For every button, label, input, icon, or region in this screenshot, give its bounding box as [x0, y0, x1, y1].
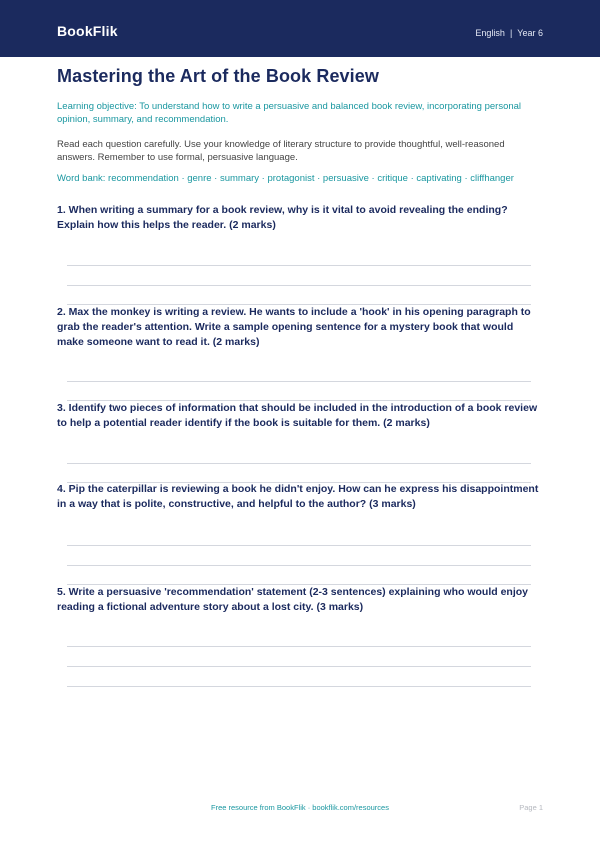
answer-line[interactable] — [67, 381, 531, 382]
question-4: 4. Pip the caterpillar is reviewing a book he didn't enjoy. How can he express his disappointment in a way that is polite, constructive, and helpful to the author? (3 marks) — [57, 483, 539, 510]
footer-credit: Free resource from BookFlik · bookflik.com/resources — [211, 803, 389, 812]
answer-line[interactable] — [67, 666, 531, 667]
page-header — [0, 0, 600, 57]
answer-line[interactable] — [67, 545, 531, 546]
question-3: 3. Identify two pieces of information that should be included in the introduction of a book review to help a potential reader identify if the book is suitable for them. (2 marks) — [57, 402, 538, 429]
answer-line[interactable] — [67, 265, 531, 266]
brand-logo-text: BookFlik — [57, 23, 118, 39]
answer-line[interactable] — [67, 285, 531, 286]
answer-line[interactable] — [67, 565, 531, 566]
answer-line[interactable] — [67, 646, 531, 647]
subject-separator: | — [509, 28, 513, 38]
year-label: Year 6 — [517, 28, 543, 38]
page-number: Page 1 — [519, 803, 543, 812]
answer-line[interactable] — [67, 686, 531, 687]
question-1: 1. When writing a summary for a book review, why is it vital to avoid revealing the ending? Explain how this helps the reader. (2 marks) — [57, 204, 508, 231]
page-title: Mastering the Art of the Book Review — [57, 66, 379, 86]
answer-line[interactable] — [67, 463, 531, 464]
question-5: 5. Write a persuasive 'recommendation' statement (2-3 sentences) explaining who would enjoy reading a fictional adventure story about a lost city. (3 marks) — [57, 586, 529, 613]
question-2: 2. Max the monkey is writing a review. He wants to include a 'hook' in his opening paragraph to grab the reader's attention. Write a sample opening sentence for a mystery book that would make someone want to read it. (2 marks) — [57, 306, 531, 348]
subject-year-label — [475, 28, 543, 38]
subject-label: English — [475, 28, 505, 38]
instructions-text: Read each question carefully. Use your knowledge of literary structure to provide thoughtful, well-reasoned answers. Remember to use formal, persuasive language. — [57, 139, 505, 163]
learning-objective: Learning objective: To understand how to write a persuasive and balanced book review, incorporating personal opinion, summary, and recommendation. — [57, 101, 522, 125]
word-bank: Word bank: recommendation · genre · summary · protagonist · persuasive · critique · captivating · cliffhanger — [57, 173, 514, 184]
